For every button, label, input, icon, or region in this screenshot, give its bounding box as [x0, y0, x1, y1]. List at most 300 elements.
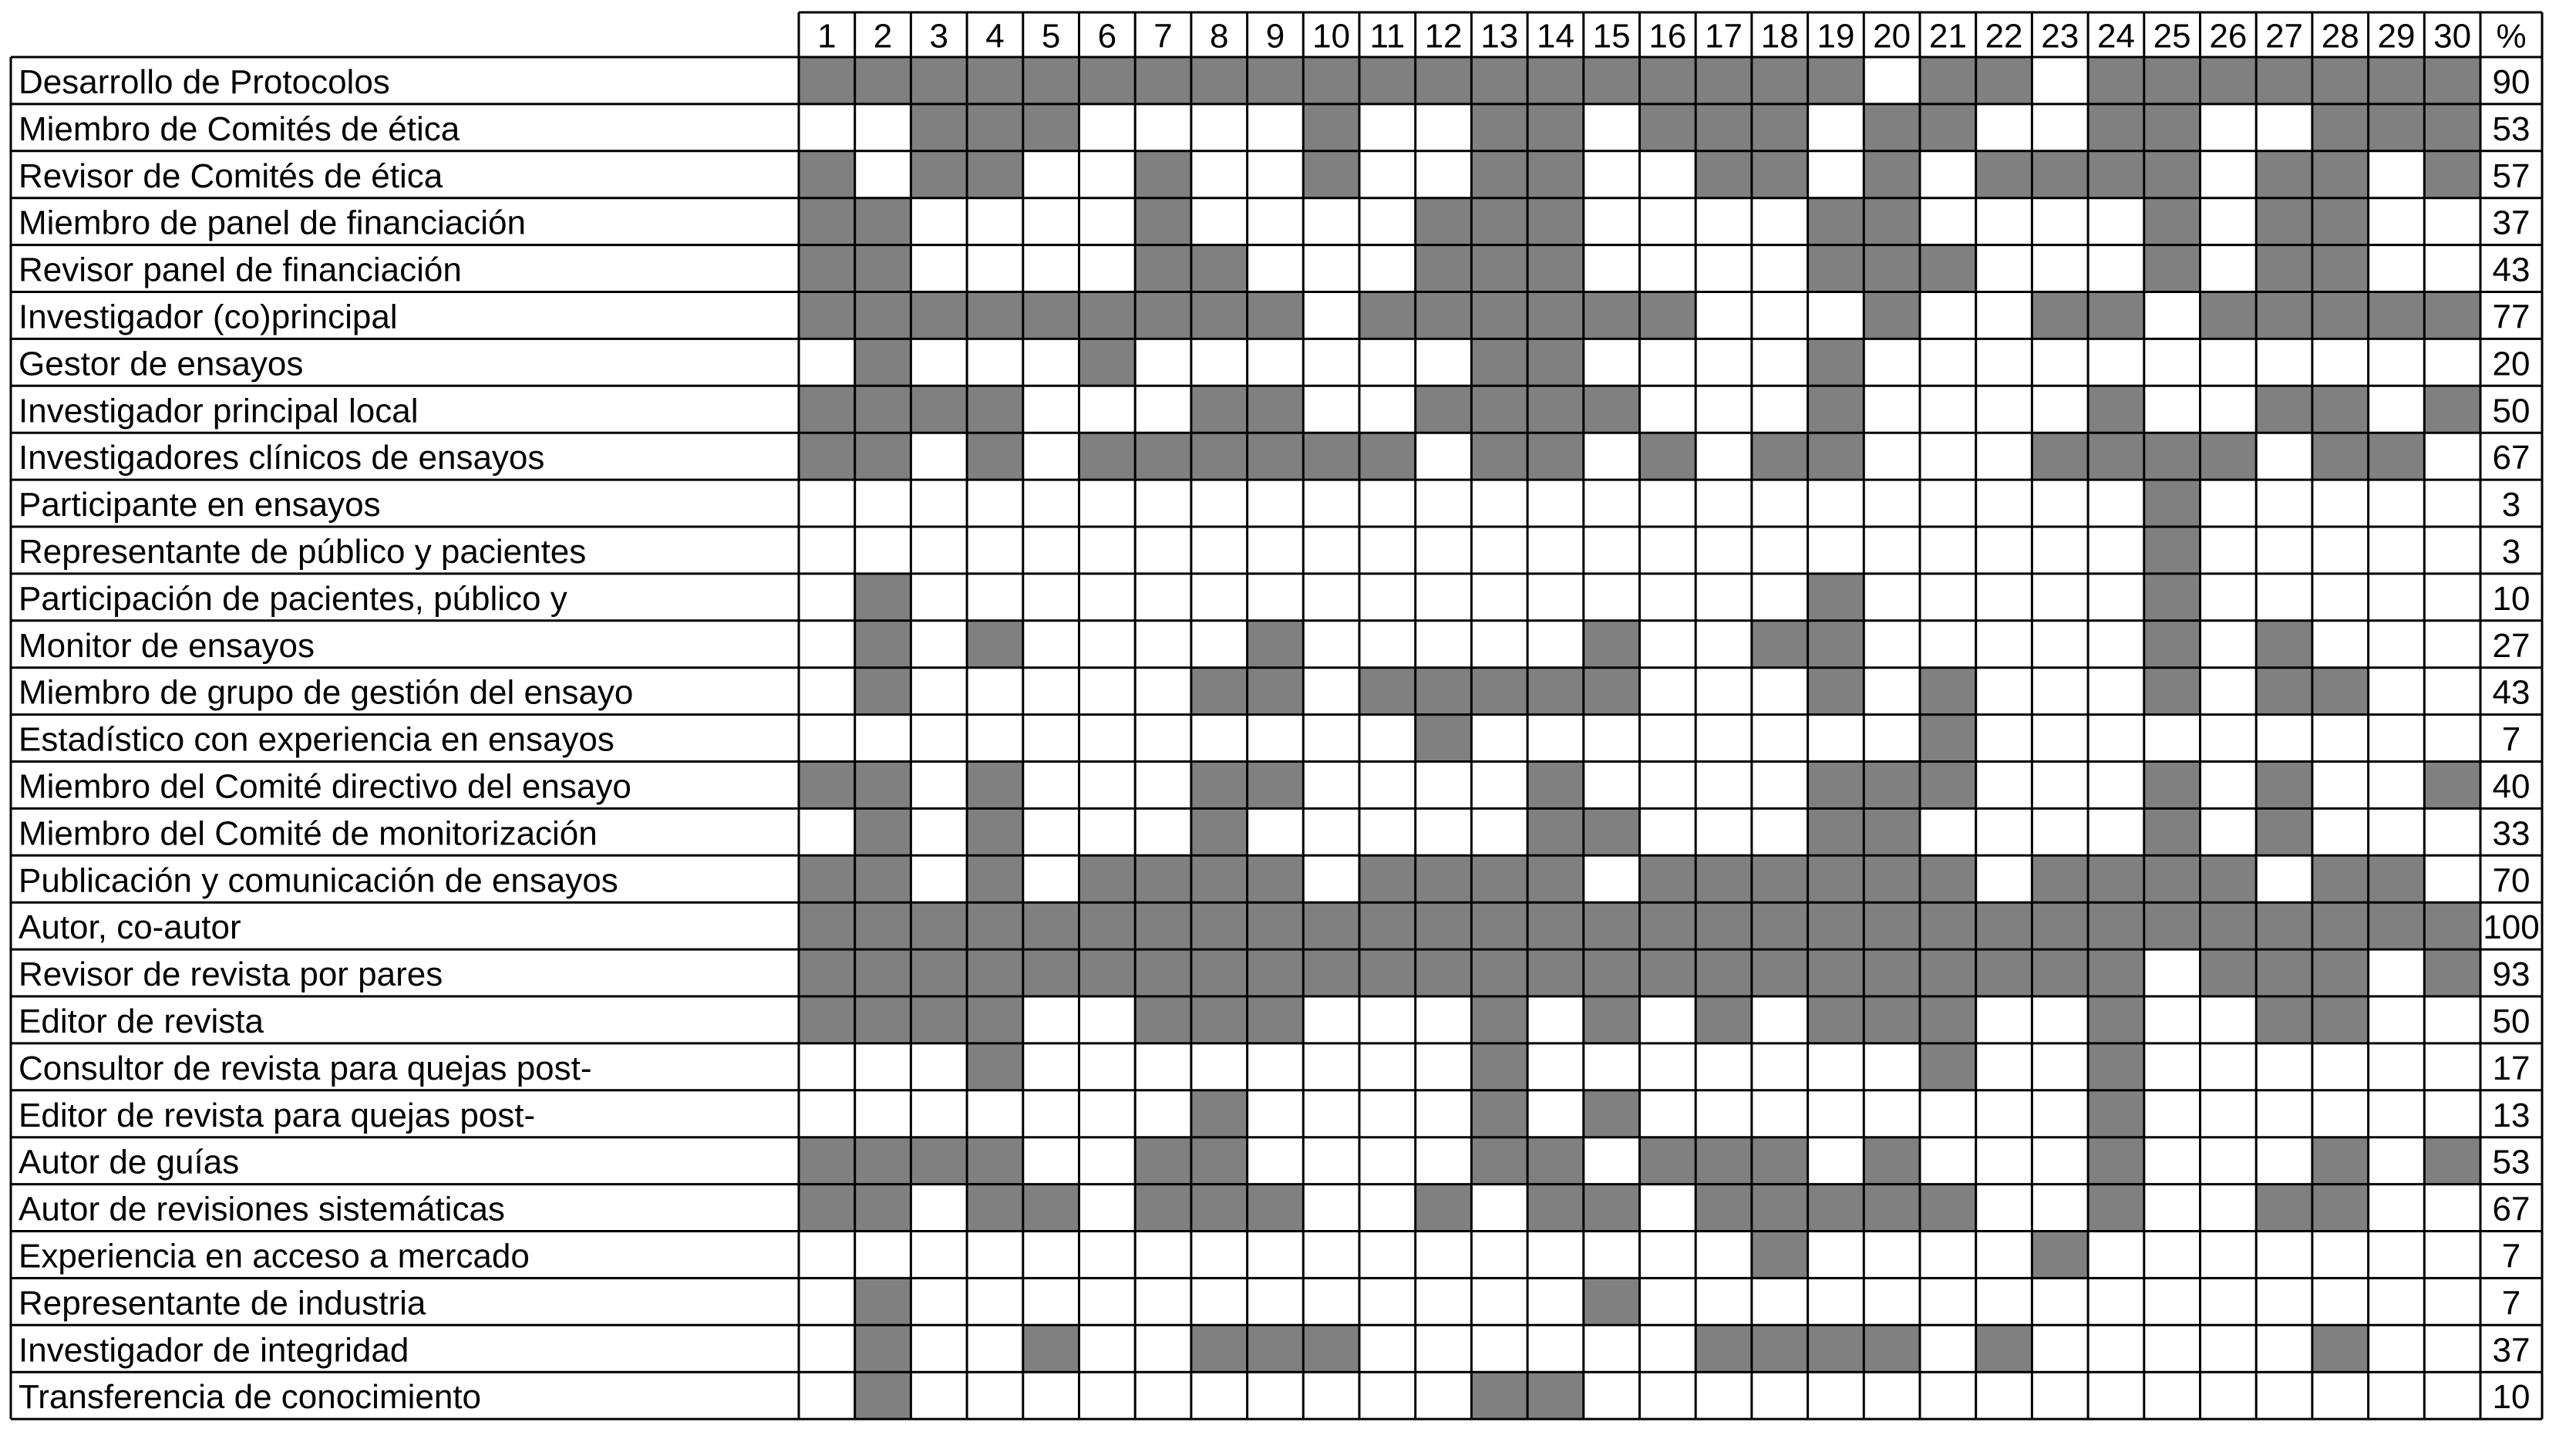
filled-cell — [1303, 433, 1359, 480]
filled-cell — [2256, 386, 2312, 433]
filled-cell — [855, 902, 911, 949]
filled-cell — [1248, 996, 1304, 1043]
filled-cell — [1584, 949, 1640, 996]
filled-cell — [1248, 621, 1304, 668]
filled-cell — [2256, 151, 2312, 198]
row-label: Consultor de revista para quejas post- — [19, 1049, 592, 1087]
row-percentage: 7 — [2501, 720, 2521, 759]
row-label: Autor, co-autor — [19, 908, 241, 947]
filled-cell — [2256, 1185, 2312, 1232]
column-header: 14 — [1536, 17, 1574, 56]
filled-cell — [1584, 57, 1640, 104]
filled-cell — [2032, 902, 2088, 949]
filled-cell — [855, 245, 911, 292]
filled-cell — [1023, 1185, 1079, 1232]
filled-cell — [1023, 902, 1079, 949]
filled-cell — [2312, 855, 2369, 902]
row-percentage: 43 — [2492, 673, 2531, 712]
filled-cell — [799, 855, 855, 902]
filled-cell — [2144, 621, 2201, 668]
filled-cell — [1359, 433, 1416, 480]
filled-cell — [1976, 902, 2032, 949]
filled-cell — [2144, 668, 2201, 715]
filled-cell — [1416, 668, 1472, 715]
filled-cell — [1135, 433, 1191, 480]
filled-cell — [1584, 902, 1640, 949]
filled-cell — [1079, 339, 1136, 386]
filled-cell — [1191, 57, 1248, 104]
filled-cell — [1808, 198, 1864, 245]
filled-cell — [855, 1278, 911, 1325]
filled-cell — [799, 386, 855, 433]
filled-cell — [1135, 198, 1191, 245]
filled-cell — [967, 621, 1023, 668]
filled-cell — [1752, 621, 1808, 668]
filled-cell — [1191, 949, 1248, 996]
row-label: Investigador de integridad — [19, 1331, 409, 1370]
filled-cell — [1864, 245, 1920, 292]
filled-cell — [1416, 198, 1472, 245]
filled-cell — [1471, 1043, 1527, 1090]
row-percentage: 53 — [2492, 110, 2531, 148]
filled-cell — [1527, 949, 1584, 996]
filled-cell — [2424, 292, 2480, 339]
filled-cell — [1976, 949, 2032, 996]
row-percentage: 3 — [2501, 486, 2521, 524]
filled-cell — [2088, 855, 2144, 902]
filled-cell — [1023, 57, 1079, 104]
column-header: 7 — [1153, 17, 1173, 56]
row-label: Miembro del Comité directivo del ensayo — [19, 767, 631, 806]
filled-cell — [2088, 386, 2144, 433]
filled-cell — [1416, 1185, 1472, 1232]
row-label: Investigador (co)principal — [19, 298, 398, 336]
row-label: Representante de público y pacientes — [19, 532, 587, 571]
filled-cell — [1471, 292, 1527, 339]
filled-cell — [799, 292, 855, 339]
row-label: Publicación y comunicación de ensayos — [19, 861, 618, 900]
row-label: Revisor panel de financiación — [19, 251, 462, 289]
filled-cell — [1359, 57, 1416, 104]
row-label: Participante en ensayos — [19, 486, 381, 524]
filled-cell — [1471, 104, 1527, 151]
filled-cell — [2424, 1137, 2480, 1185]
filled-cell — [1471, 1372, 1527, 1419]
filled-cell — [799, 902, 855, 949]
filled-cell — [2312, 949, 2369, 996]
filled-cell — [967, 104, 1023, 151]
row-percentage: 33 — [2492, 814, 2531, 853]
filled-cell — [1135, 292, 1191, 339]
row-percentage: 7 — [2501, 1284, 2521, 1323]
row-percentage: 27 — [2492, 626, 2531, 665]
filled-cell — [911, 996, 967, 1043]
filled-cell — [855, 808, 911, 855]
filled-cell — [1584, 808, 1640, 855]
filled-cell — [967, 433, 1023, 480]
filled-cell — [2256, 292, 2312, 339]
filled-cell — [1864, 855, 1920, 902]
filled-cell — [855, 339, 911, 386]
filled-cell — [799, 996, 855, 1043]
filled-cell — [1135, 1137, 1191, 1185]
filled-cell — [2201, 292, 2257, 339]
row-percentage: 43 — [2492, 251, 2531, 289]
filled-cell — [1808, 1185, 1864, 1232]
filled-cell — [1416, 386, 1472, 433]
row-percentage: 20 — [2492, 345, 2531, 383]
row-label: Miembro de grupo de gestión del ensayo — [19, 673, 634, 712]
column-header: 4 — [985, 17, 1005, 56]
filled-cell — [2256, 57, 2312, 104]
column-header: 21 — [1928, 17, 1967, 56]
filled-cell — [1752, 902, 1808, 949]
filled-cell — [1416, 949, 1472, 996]
filled-cell — [2144, 480, 2201, 527]
filled-cell — [2144, 433, 2201, 480]
row-percentage: 67 — [2492, 439, 2531, 477]
filled-cell — [1079, 433, 1136, 480]
filled-cell — [967, 1137, 1023, 1185]
row-percentage: 100 — [2483, 908, 2540, 947]
row-label: Editor de revista — [19, 1002, 264, 1040]
row-label: Participación de pacientes, público y — [19, 579, 567, 618]
filled-cell — [1191, 902, 1248, 949]
filled-cell — [2424, 57, 2480, 104]
filled-cell — [2256, 949, 2312, 996]
filled-cell — [1864, 1325, 1920, 1372]
filled-cell — [1864, 762, 1920, 809]
filled-cell — [1808, 808, 1864, 855]
filled-cell — [855, 1137, 911, 1185]
filled-cell — [855, 57, 911, 104]
filled-cell — [1976, 1325, 2032, 1372]
filled-cell — [1640, 949, 1696, 996]
filled-cell — [1248, 762, 1304, 809]
filled-cell — [1808, 245, 1864, 292]
filled-cell — [1191, 762, 1248, 809]
filled-cell — [2424, 151, 2480, 198]
filled-cell — [967, 151, 1023, 198]
filled-cell — [2144, 527, 2201, 574]
filled-cell — [2088, 996, 2144, 1043]
filled-cell — [855, 1325, 911, 1372]
filled-cell — [1808, 668, 1864, 715]
filled-cell — [1584, 996, 1640, 1043]
column-header: 6 — [1097, 17, 1117, 56]
row-label: Autor de guías — [19, 1143, 240, 1181]
filled-cell — [1808, 621, 1864, 668]
filled-cell — [1248, 1325, 1304, 1372]
filled-cell — [1191, 386, 1248, 433]
filled-cell — [1808, 996, 1864, 1043]
filled-cell — [2424, 762, 2480, 809]
filled-cell — [967, 57, 1023, 104]
filled-cell — [1864, 292, 1920, 339]
filled-cell — [2312, 292, 2369, 339]
column-header: 23 — [2041, 17, 2079, 56]
filled-cell — [1527, 668, 1584, 715]
filled-cell — [799, 762, 855, 809]
filled-cell — [2369, 57, 2425, 104]
filled-cell — [1920, 104, 1976, 151]
filled-cell — [1471, 668, 1527, 715]
filled-cell — [1135, 949, 1191, 996]
row-label: Miembro del Comité de monitorización — [19, 814, 598, 853]
filled-cell — [2144, 855, 2201, 902]
filled-cell — [1527, 808, 1584, 855]
column-header: 27 — [2265, 17, 2304, 56]
filled-cell — [2312, 245, 2369, 292]
row-percentage: 3 — [2501, 532, 2521, 571]
filled-cell — [799, 151, 855, 198]
filled-cell — [1023, 292, 1079, 339]
filled-cell — [1248, 292, 1304, 339]
filled-cell — [2088, 151, 2144, 198]
filled-cell — [1248, 949, 1304, 996]
filled-cell — [2256, 668, 2312, 715]
filled-cell — [1808, 762, 1864, 809]
filled-cell — [1695, 855, 1752, 902]
filled-cell — [1864, 808, 1920, 855]
filled-cell — [1808, 1325, 1864, 1372]
filled-cell — [1191, 292, 1248, 339]
filled-cell — [1920, 668, 1976, 715]
filled-cell — [1135, 902, 1191, 949]
column-header: 25 — [2153, 17, 2191, 56]
filled-cell — [2032, 1232, 2088, 1279]
filled-cell — [1920, 855, 1976, 902]
filled-cell — [1527, 762, 1584, 809]
filled-cell — [1303, 1325, 1359, 1372]
filled-cell — [1303, 57, 1359, 104]
row-percentage: 10 — [2492, 579, 2531, 618]
filled-cell — [2312, 151, 2369, 198]
filled-cell — [855, 668, 911, 715]
filled-cell — [1527, 433, 1584, 480]
filled-cell — [1527, 245, 1584, 292]
filled-cell — [2256, 996, 2312, 1043]
filled-cell — [1976, 151, 2032, 198]
filled-cell — [1471, 1137, 1527, 1185]
filled-cell — [967, 808, 1023, 855]
filled-cell — [2201, 902, 2257, 949]
filled-cell — [1079, 902, 1136, 949]
filled-cell — [1248, 1185, 1304, 1232]
filled-cell — [1248, 855, 1304, 902]
filled-cell — [1527, 198, 1584, 245]
filled-cell — [1920, 996, 1976, 1043]
row-percentage: 90 — [2492, 62, 2531, 101]
filled-cell — [1471, 245, 1527, 292]
filled-cell — [1527, 151, 1584, 198]
filled-cell — [855, 433, 911, 480]
filled-cell — [1135, 1185, 1191, 1232]
filled-cell — [1752, 1185, 1808, 1232]
filled-cell — [1303, 902, 1359, 949]
filled-cell — [2032, 292, 2088, 339]
filled-cell — [1640, 292, 1696, 339]
filled-cell — [1359, 292, 1416, 339]
column-header: 22 — [1985, 17, 2023, 56]
column-header: 28 — [2321, 17, 2359, 56]
row-label: Revisor de Comités de ética — [19, 157, 443, 195]
filled-cell — [2312, 902, 2369, 949]
filled-cell — [1359, 949, 1416, 996]
column-header: 26 — [2209, 17, 2248, 56]
filled-cell — [967, 949, 1023, 996]
filled-cell — [1920, 762, 1976, 809]
filled-cell — [1584, 386, 1640, 433]
filled-cell — [1471, 1090, 1527, 1137]
column-header: 5 — [1041, 17, 1061, 56]
filled-cell — [1527, 1372, 1584, 1419]
filled-cell — [2201, 433, 2257, 480]
filled-cell — [2256, 902, 2312, 949]
filled-cell — [1584, 1278, 1640, 1325]
filled-cell — [1752, 855, 1808, 902]
filled-cell — [855, 762, 911, 809]
column-header: 17 — [1705, 17, 1743, 56]
filled-cell — [2256, 198, 2312, 245]
filled-cell — [1640, 902, 1696, 949]
filled-cell — [1416, 902, 1472, 949]
row-label: Revisor de revista por pares — [19, 955, 443, 994]
filled-cell — [855, 386, 911, 433]
filled-cell — [1976, 57, 2032, 104]
filled-cell — [1416, 292, 1472, 339]
filled-cell — [1864, 104, 1920, 151]
filled-cell — [2312, 198, 2369, 245]
row-label: Investigador principal local — [19, 392, 419, 430]
row-percentage: 40 — [2492, 767, 2531, 806]
row-percentage: 50 — [2492, 1002, 2531, 1040]
filled-cell — [1191, 1325, 1248, 1372]
filled-cell — [1864, 1137, 1920, 1185]
filled-cell — [2369, 433, 2425, 480]
filled-cell — [1527, 386, 1584, 433]
filled-cell — [1808, 386, 1864, 433]
filled-cell — [1079, 855, 1136, 902]
row-label: Miembro de panel de financiación — [19, 204, 526, 242]
filled-cell — [967, 762, 1023, 809]
filled-cell — [1864, 1185, 1920, 1232]
filled-cell — [2144, 151, 2201, 198]
filled-cell — [1695, 104, 1752, 151]
filled-cell — [1808, 855, 1864, 902]
filled-cell — [1640, 57, 1696, 104]
filled-cell — [799, 433, 855, 480]
filled-cell — [1359, 855, 1416, 902]
filled-cell — [1808, 339, 1864, 386]
filled-cell — [2312, 1185, 2369, 1232]
filled-cell — [2312, 1325, 2369, 1372]
column-header: 9 — [1265, 17, 1285, 56]
filled-cell — [2144, 104, 2201, 151]
filled-cell — [1527, 57, 1584, 104]
filled-cell — [967, 386, 1023, 433]
column-header: 18 — [1760, 17, 1799, 56]
row-label: Editor de revista para quejas post- — [19, 1096, 536, 1134]
row-label: Estadístico con experiencia en ensayos — [19, 720, 615, 759]
filled-cell — [1695, 1185, 1752, 1232]
filled-cell — [2088, 104, 2144, 151]
filled-cell — [1752, 949, 1808, 996]
filled-cell — [2256, 808, 2312, 855]
filled-cell — [1695, 1325, 1752, 1372]
filled-cell — [1584, 621, 1640, 668]
column-header: 16 — [1648, 17, 1687, 56]
column-header: 30 — [2433, 17, 2472, 56]
column-header: 13 — [1480, 17, 1519, 56]
filled-cell — [1079, 57, 1136, 104]
filled-cell — [967, 996, 1023, 1043]
filled-cell — [1752, 104, 1808, 151]
filled-cell — [1248, 668, 1304, 715]
filled-cell — [967, 1043, 1023, 1090]
filled-cell — [2312, 104, 2369, 151]
row-label: Gestor de ensayos — [19, 345, 304, 383]
filled-cell — [1584, 1090, 1640, 1137]
filled-cell — [2201, 855, 2257, 902]
filled-cell — [1808, 433, 1864, 480]
filled-cell — [1752, 1325, 1808, 1372]
filled-cell — [911, 902, 967, 949]
filled-cell — [1248, 57, 1304, 104]
filled-cell — [1640, 855, 1696, 902]
filled-cell — [967, 902, 1023, 949]
filled-cell — [1864, 996, 1920, 1043]
filled-cell — [1191, 1137, 1248, 1185]
filled-cell — [2088, 1185, 2144, 1232]
filled-cell — [1135, 996, 1191, 1043]
filled-cell — [2312, 1137, 2369, 1185]
filled-cell — [1248, 902, 1304, 949]
filled-cell — [1752, 1137, 1808, 1185]
filled-cell — [2032, 433, 2088, 480]
filled-cell — [855, 1372, 911, 1419]
filled-cell — [855, 1185, 911, 1232]
filled-cell — [2424, 386, 2480, 433]
filled-cell — [1023, 1325, 1079, 1372]
filled-cell — [799, 949, 855, 996]
filled-cell — [1695, 151, 1752, 198]
filled-cell — [1303, 949, 1359, 996]
filled-cell — [855, 621, 911, 668]
filled-cell — [2144, 198, 2201, 245]
filled-cell — [1640, 1137, 1696, 1185]
row-label: Desarrollo de Protocolos — [19, 62, 390, 101]
column-header: 12 — [1424, 17, 1463, 56]
row-percentage: 37 — [2492, 1331, 2531, 1370]
filled-cell — [2144, 762, 2201, 809]
filled-cell — [967, 855, 1023, 902]
filled-cell — [2032, 949, 2088, 996]
filled-cell — [1191, 855, 1248, 902]
filled-cell — [1527, 902, 1584, 949]
filled-cell — [1248, 386, 1304, 433]
filled-cell — [2312, 386, 2369, 433]
filled-cell — [1191, 245, 1248, 292]
filled-cell — [1695, 996, 1752, 1043]
column-header: 15 — [1592, 17, 1631, 56]
filled-cell — [1920, 1185, 1976, 1232]
filled-cell — [2424, 104, 2480, 151]
filled-cell — [2088, 433, 2144, 480]
filled-cell — [2201, 949, 2257, 996]
column-header: 8 — [1210, 17, 1229, 56]
row-label: Autor de revisiones sistemáticas — [19, 1190, 505, 1228]
